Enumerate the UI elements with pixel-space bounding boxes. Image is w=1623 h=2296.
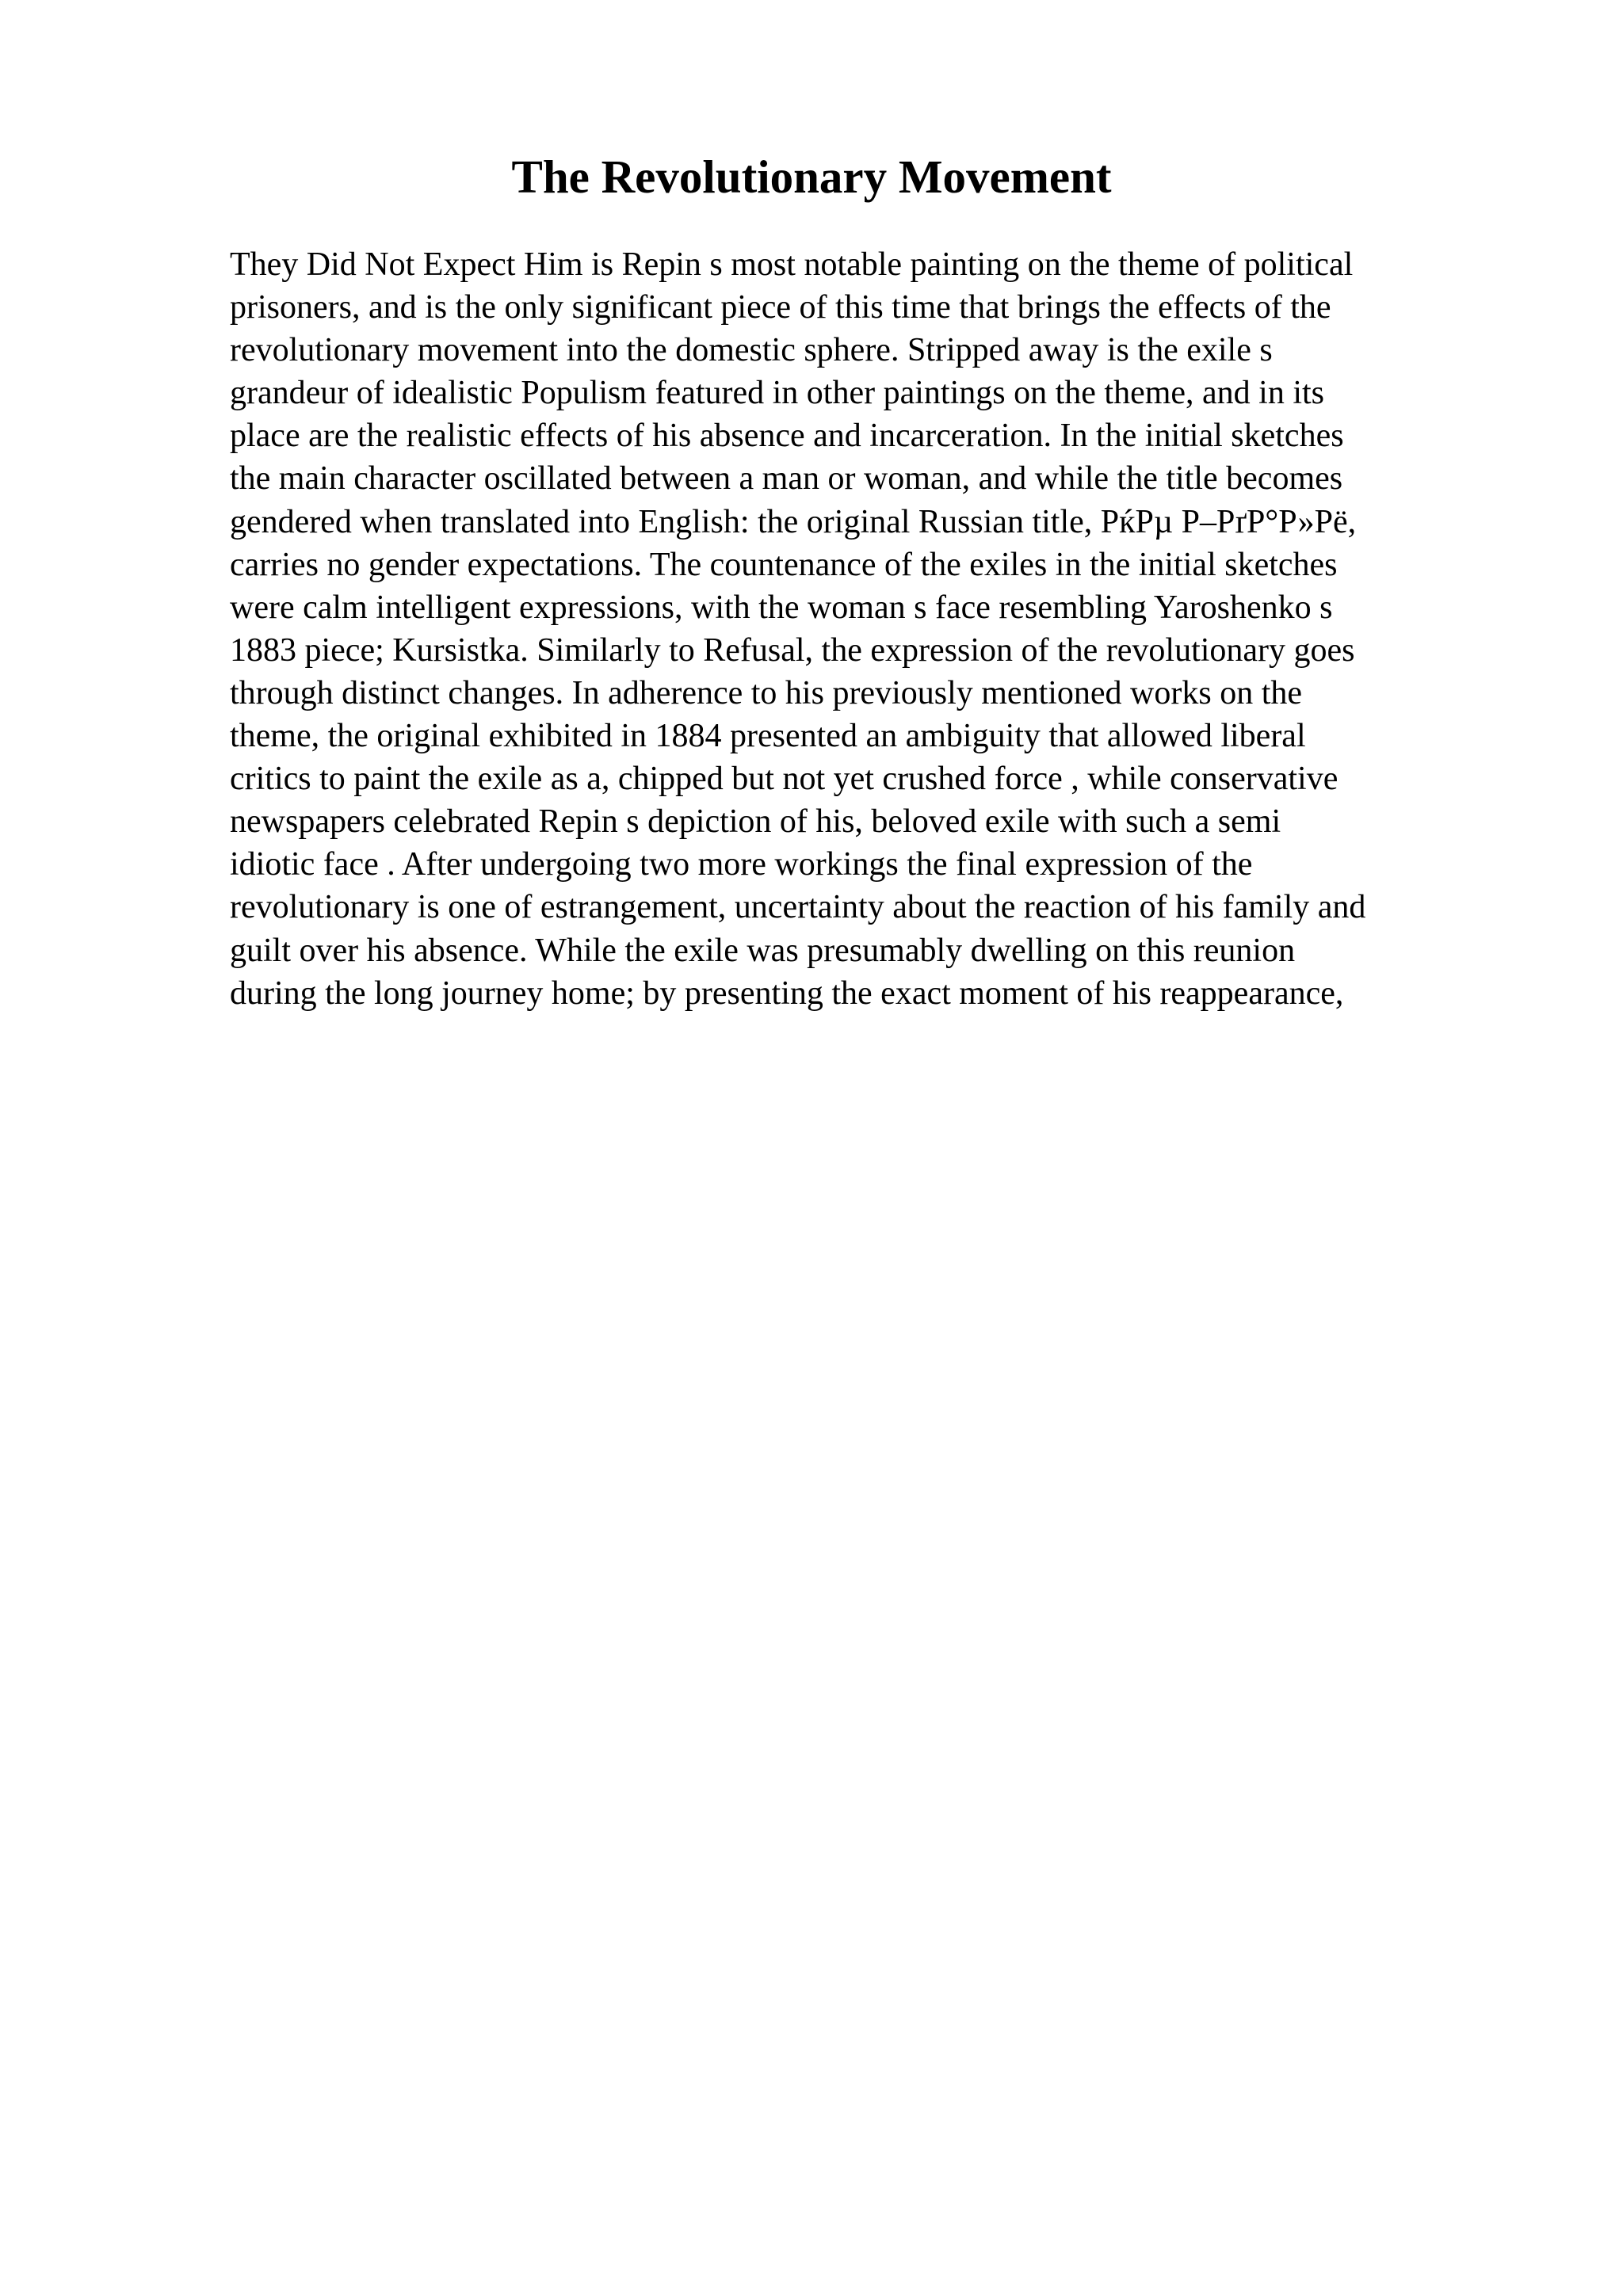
text-line: were calm intelligent expressions, with the woman s face resembling Yaroshenko s bbox=[230, 589, 1333, 626]
text-line: theme, the original exhibited in 1884 presented an ambiguity that allowed liberal bbox=[230, 718, 1306, 755]
text-line: grandeur of idealistic Populism featured in other paintings on the theme, and in its bbox=[230, 375, 1325, 412]
text-line: critics to paint the exile as a, chipped but not yet crushed force , while conservative bbox=[230, 761, 1338, 798]
text-line: They Did Not Expect Him is Repin s most notable painting on the theme of political bbox=[230, 246, 1354, 283]
text-line: guilt over his absence. While the exile was presumably dwelling on this reunion bbox=[230, 932, 1296, 969]
text-line: through distinct changes. In adherence to his previously mentioned works on the bbox=[230, 674, 1303, 711]
text-line: place are the realistic effects of his absence and incarceration. In the initial sketches bbox=[230, 418, 1344, 455]
text-line: revolutionary movement into the domestic sphere. Stripped away is the exile s bbox=[230, 332, 1273, 369]
body-paragraph bbox=[230, 243, 1514, 1015]
text-line: revolutionary is one of estrangement, uncertainty about the reaction of his family and bbox=[230, 889, 1366, 926]
text-line: gendered when translated into English: the original Russian title, РќРµ Р–РґР°Р»Рё, bbox=[230, 503, 1357, 540]
text-line: idiotic face . After undergoing two more workings the final expression of the bbox=[230, 846, 1253, 883]
text-line: 1883 piece; Kursistka. Similarly to Refusal, the expression of the revolutionary goes bbox=[230, 631, 1355, 669]
text-line: newspapers celebrated Repin s depiction of his, beloved exile with such a semi bbox=[230, 803, 1281, 841]
text-line: carries no gender expectations. The countenance of the exiles in the initial sketches bbox=[230, 546, 1338, 583]
document-title: The Revolutionary Movement bbox=[511, 151, 1112, 203]
text-line: during the long journey home; by presenting the exact moment of his reappearance, bbox=[230, 974, 1344, 1012]
text-line: prisoners, and is the only significant piece of this time that brings the effects of the bbox=[230, 289, 1331, 326]
text-line: the main character oscillated between a man or woman, and while the title becomes bbox=[230, 460, 1343, 498]
